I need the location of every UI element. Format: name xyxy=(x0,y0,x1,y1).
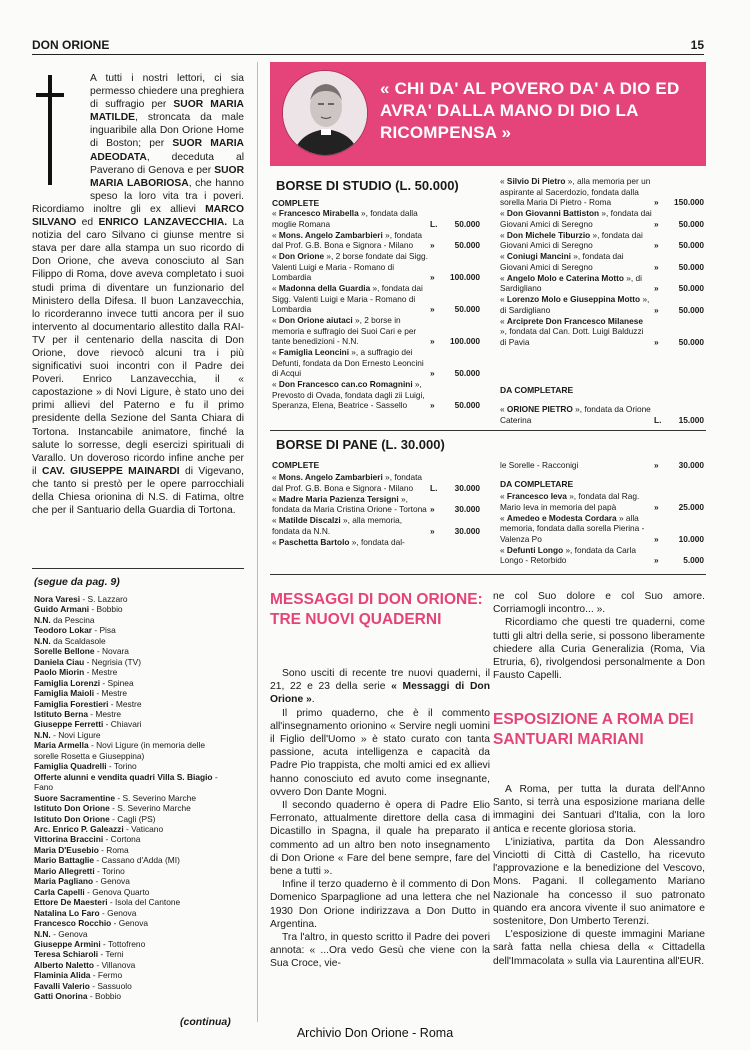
column-rule xyxy=(257,62,258,1022)
donor-item: N.N. da Scaldasole xyxy=(34,635,106,646)
fund-amount: » 50.000 xyxy=(654,218,704,229)
header-rule xyxy=(32,54,704,55)
donor-item: Famiglia Forestieri - Mestre xyxy=(34,698,142,709)
donor-item: Suore Sacramentine - S. Severino Marche xyxy=(34,792,196,803)
donor-item: N.N. - Genova xyxy=(34,928,88,939)
borse-pane-title: BORSE DI PANE (L. 30.000) xyxy=(276,437,445,452)
list-divider xyxy=(32,568,244,569)
donor-item: Alberto Naletto - Villanova xyxy=(34,959,136,970)
fund-amount: » 10.000 xyxy=(654,533,704,544)
borse-pane-list-2a xyxy=(500,460,704,471)
fund-amount: » 50.000 xyxy=(654,240,704,250)
fund-amount: » 50.000 xyxy=(430,240,480,250)
messaggi-body: Sono usciti di recente tre nuovi quaderni, il 21, 22 e 23 della serie « Messaggi di Don Orione ». Il primo quaderno, che è il commento all'insegnamento orionino « Servire negli uomini il Figlio dell'Uomo » è stato curato con tanta passione, acuta intelligenza e capacità da Padre Pio trappista, che molti amici ed ex allievi hanno conosciuto ed avuto come insegnante, ovvero Don Dante Mogni. Il secondo quaderno è opera di Padre Elio Ferronato, attualmente direttore della casa di Dicastillo in Spagna, il quale ha preparato il commento ad un altro ben noto insegnamento di Don Orione « Fare del bene sempre, fare del bene a tutti ». Infine il terzo quaderno è il commento di Don Domenico Sparpaglione ad una lettera che nel 1930 Don Orione indirizzava a Don Dutto in Argentina. Tra l'altro, in questo scritto il Padre dei poveri annota: « ...Ora vedo Gesù che viene con la Sua Croce, vie- xyxy=(270,668,490,970)
fund-amount: » 50.000 xyxy=(430,400,480,410)
don-orione-portrait xyxy=(282,70,368,156)
donor-item: N.N. da Pescina xyxy=(34,614,95,625)
donor-item: sorelle Rosetta e Giuseppina) xyxy=(34,750,145,761)
fund-entry: « Mons. Angelo Zambarbieri », fondata dal Prof. G.B. Bona e Signora - Milano » 50.000 xyxy=(272,229,480,250)
donor-item: Sorelle Bellone - Novara xyxy=(34,646,129,657)
esposizione-body: A Roma, per tutta la durata dell'Anno Santo, si terrà una esposizione mariana delle immagini dei Santuari d'Italia, con la loro antica e recente gloriosa storia. L'iniziativa, partita da Don Alessandro Vinciotti di Città di Castello, ha ricevuto l'approvazione e la benedizione del Vescovo, Mons. Pagani. Il collegamento Mariano Nazionale ha concesso il suo patronato quando era ancora vivente il suo animatore e sostenitore, Don Umberto Terenzi. L'esposizione di queste immagini Mariane sarà fatta nella chiesa della « Cittadella dell'Immacolata » sulla via Laurentina all'EUR. xyxy=(493,784,705,967)
donor-item: Mario Battaglie - Cassano d'Adda (MI) xyxy=(34,855,180,866)
donor-item: Maria D'Eusebio - Roma xyxy=(34,844,129,855)
fund-entry: « Don Orione », 2 borse fondate dai Sigg. Valenti Luigi e Maria - Romano di Lombardia » 100.000 xyxy=(272,251,480,282)
obituary-text xyxy=(32,72,244,517)
donor-list-heading: (segue da pag. 9) xyxy=(34,576,120,588)
fund-amount: » 50.000 xyxy=(654,283,704,293)
fund-entry: « Arciprete Don Francesco Milanese », fondata dal Can. Dott. Luigi Balduzzi di Pavia » 50.000 xyxy=(500,315,704,347)
fund-amount: » 50.000 xyxy=(430,304,480,314)
fund-amount: L. 30.000 xyxy=(430,482,480,493)
donor-item: Famiglia Lorenzi - Spinea xyxy=(34,677,134,688)
donor-item: Famiglia Quadrelli - Torino xyxy=(34,761,137,772)
donor-item: Istituto Berna - Mestre xyxy=(34,708,122,719)
borse-studio-complete-label: COMPLETE xyxy=(272,198,320,208)
borse-pane-complete-label: COMPLETE xyxy=(272,460,320,470)
donor-item: Istituto Don Orione - S. Severino Marche xyxy=(34,803,191,814)
fund-amount: L. 15.000 xyxy=(654,414,704,425)
fund-entry: « Don Giovanni Battiston », fondata dai Giovani Amici di Seregno » 50.000 xyxy=(500,208,704,229)
banner-quote: « CHI DA' AL POVERO DA' A DIO ED AVRA' DALLA MANO DI DIO LA RICOMPENSA » xyxy=(380,79,680,142)
fund-entry: « Paschetta Bartolo », fondata dal- xyxy=(272,536,405,547)
donor-item: Favalli Valerio - Sassuolo xyxy=(34,980,132,991)
donor-item: Carla Capelli - Genova Quarto xyxy=(34,886,150,897)
donor-item: Arc. Enrico P. Galeazzi - Vaticano xyxy=(34,823,164,834)
fund-entry: « Famiglia Leoncini », a suffragio dei Defunti, fondata da Don Ernesto Leoncini di Acqui » 50.000 xyxy=(272,347,480,378)
fund-entry: « Matilde Discalzi », alla memoria, fondata da N.N. » 30.000 xyxy=(272,515,480,536)
donor-item: Maria Pagliano - Genova xyxy=(34,876,130,887)
donor-item: Francesco Rocchio - Genova xyxy=(34,918,149,929)
donor-item: Giuseppe Armini - Tottofreno xyxy=(34,938,146,949)
fund-entry: « Francesco Mirabella », fondata dalla moglie Romana L. 50.000 xyxy=(272,208,480,229)
donor-item: Maria Armella - Novi Ligure (in memoria delle xyxy=(34,740,205,751)
section-rule xyxy=(270,430,706,431)
fund-entry: « Amedeo e Modesta Cordara » alla memoria, fondata dalla sorella Pierina - Valenza Po » 10.000 xyxy=(500,512,704,544)
fund-amount: » 50.000 xyxy=(654,304,704,315)
running-header xyxy=(32,38,704,54)
donor-item: Daniela Ciau - Negrisia (TV) xyxy=(34,656,142,667)
fund-amount: » 30.000 xyxy=(654,460,704,470)
donor-item: Offerte alunni e vendita quadri Villa S. Biagio - xyxy=(34,771,218,782)
fund-amount: » 25.000 xyxy=(654,501,704,512)
fund-entry: « Francesco Ieva », fondata dal Rag. Mario Ieva in memoria del papà » 25.000 xyxy=(500,491,704,512)
fund-entry: « Don Orione aiutaci », 2 borse in memoria e suffragio dei Suoi Cari e per tante benedizioni - N.N. » 100.000 xyxy=(272,315,480,346)
fund-entry: « Defunti Longo », fondata da Carla Longo - Retorbido » 5.000 xyxy=(500,544,704,565)
borse-studio-title: BORSE DI STUDIO (L. 50.000) xyxy=(276,178,459,193)
fund-entry: « Don Francesco can.co Romagnini », Prevosto di Ovada, fondata dagli zii Luigi, Speranza, Elena, Beatrice - Sassello » 50.000 xyxy=(272,379,480,410)
donor-item: Vittorina Braccini - Cortona xyxy=(34,834,141,845)
borse-studio-incomplete-label: DA COMPLETARE xyxy=(500,385,574,395)
fund-entry: « Silvio Di Pietro », alla memoria per un aspirante al Sacerdozio, fondata dalla sorella Maria Di Pietro - Roma » 150.000 xyxy=(500,176,704,207)
donor-item: Guido Armani - Bobbio xyxy=(34,604,123,615)
magazine-title: DON ORIONE xyxy=(32,38,110,52)
fund-entry: « Coniugi Mancini », fondata dai Giovani Amici di Seregno » 50.000 xyxy=(500,251,704,272)
fund-entry: « Don Michele Tiburzio », fondata dai Giovani Amici di Seregno » 50.000 xyxy=(500,229,704,250)
borse-studio-incomplete-list xyxy=(500,404,704,426)
fund-amount: L. 50.000 xyxy=(430,218,480,229)
obituary-body: A tutti i nostri lettori, ci sia permesso chiedere una preghiera di suffragio per SUOR MARIA MATILDE, stroncata da male inguaribile alla Don Orione Home di Boston; per SUOR MARIA ADEODATA, deceduta al Paverano di Genova e per SUOR MARIA LABORIOSA, che hanno speso la loro vita tra i poveri. Ricordiamo inoltre gli ex allievi MARCO SILVANO ed ENRICO LANZAVECCHIA. La notizia del caro Silvano ci giunse mentre si stava per dare alla stampa un suo ricordo di Don Orione, che aveva conosciuto al San Filippo di Roma, dove aveva completato i suoi studi prima di diventare un funzionario del Ministero della Difesa. Il buon Lanzavecchia, lo ricorderanno invece tutti ancora per il suo intervento al documentario allestito dalla RAI-TV per il centenario della nascita di Don Orione, dove rievocò alcuni tra i più significativi suoi incontri con il Padre dei Poveri. Enrico Lanzavecchia, il « capostazione » di Novi Ligure, è stato uno dei primi allievi del Paterno e fu il primo presidente della Sezione del Santa Chiara di Tortona. Instancabile animatore, finché la salute lo sorresse, degli esercizi spirituali di Varallo. Un doveroso ricordo infine anche per il CAV. GIUSEPPE MAINARDI di Vigevano, che tanto si prestò per le opere parrocchiali della Chiesa orionina di N.S. di Fatima, oltre che per il Santuario della Guardia di Tortona. xyxy=(32,73,245,517)
fund-amount: » 50.000 xyxy=(430,368,480,378)
fund-entry: le Sorelle - Racconigi » 30.000 xyxy=(500,460,704,470)
donor-item: N.N. - Novi Ligure xyxy=(34,729,101,740)
donor-item: Gatti Onorina - Bobbio xyxy=(34,991,122,1002)
donor-item: Ettore De Maesteri - Isola del Cantone xyxy=(34,897,181,908)
donor-item: Istituto Don Orione - Cagli (PS) xyxy=(34,813,156,824)
messaggi-continued: ne col Suo dolore e col Suo amore. Corriamogli incontro... ». Ricordiamo che questi tre quaderni, come tutti gli altri della serie, si possono liberamente chiedere alla Curia Generalizia (Roma, Via Etruria, 6), rivolgendosi personalmente a Don Fausto Capelli. xyxy=(493,591,705,682)
donor-list xyxy=(34,594,246,1002)
fund-entry: « Madonna della Guardia », fondata dai Sigg. Valenti Luigi e Maria - Romano di Lombardia » 50.000 xyxy=(272,283,480,314)
messaggi-title: MESSAGGI DI DON ORIONE: TRE NUOVI QUADERNI xyxy=(270,591,483,628)
borse-studio-list-2 xyxy=(500,176,704,348)
fund-entry: « Lorenzo Molo e Giuseppina Motto », di Sardigliano » 50.000 xyxy=(500,294,704,315)
fund-entry: « Angelo Molo e Caterina Motto », di Sardigliano » 50.000 xyxy=(500,272,704,293)
donor-item: Natalina Lo Faro - Genova xyxy=(34,907,137,918)
donor-item: Paolo Miorin - Mestre xyxy=(34,667,118,678)
archive-footer: Archivio Don Orione - Roma xyxy=(296,1026,454,1040)
fund-amount: » 150.000 xyxy=(654,197,704,207)
donor-item: Nora Varesi - S. Lazzaro xyxy=(34,594,128,604)
fund-amount: » 50.000 xyxy=(654,261,704,272)
donor-item: Mario Allegretti - Torino xyxy=(34,865,125,876)
fund-amount: » 50.000 xyxy=(654,336,704,347)
page-number: 15 xyxy=(690,38,704,52)
fund-amount: » 30.000 xyxy=(430,504,480,514)
donor-item: Flaminia Alida - Fermo xyxy=(34,970,123,981)
donor-item: Teresa Schiaroli - Terni xyxy=(34,949,124,960)
esposizione-title: ESPOSIZIONE A ROMA DEI SANTUARI MARIANI xyxy=(493,711,694,748)
fund-amount: » 5.000 xyxy=(654,555,704,565)
fund-entry: « ORIONE PIETRO », fondata da Orione Caterina L. 15.000 xyxy=(500,404,704,425)
borse-pane-incomplete-label: DA COMPLETARE xyxy=(500,479,574,489)
borse-pane-list-1 xyxy=(272,472,480,548)
continued-label: (continua) xyxy=(180,1016,231,1028)
fund-entry: « Madre Maria Pazienza Tersigni », fondata da Maria Cristina Orione - Tortona » 30.000 xyxy=(272,493,480,514)
donor-item: Giuseppe Ferretti - Chiavari xyxy=(34,719,142,730)
section-rule-2 xyxy=(270,574,706,575)
fund-amount: » 30.000 xyxy=(430,525,480,536)
donor-item: Famiglia Maioli - Mestre xyxy=(34,688,128,699)
donor-item: Fano xyxy=(34,782,54,793)
borse-pane-incomplete-list xyxy=(500,491,704,566)
fund-amount: » 100.000 xyxy=(430,272,480,282)
fund-entry: « Mons. Angelo Zambarbieri », fondata dal Prof. G.B. Bona e Signora - Milano L. 30.000 xyxy=(272,472,480,493)
donor-item: Teodoro Lokar - Pisa xyxy=(34,625,116,636)
fund-amount: » 100.000 xyxy=(430,336,480,346)
borse-studio-list-1 xyxy=(272,208,480,411)
